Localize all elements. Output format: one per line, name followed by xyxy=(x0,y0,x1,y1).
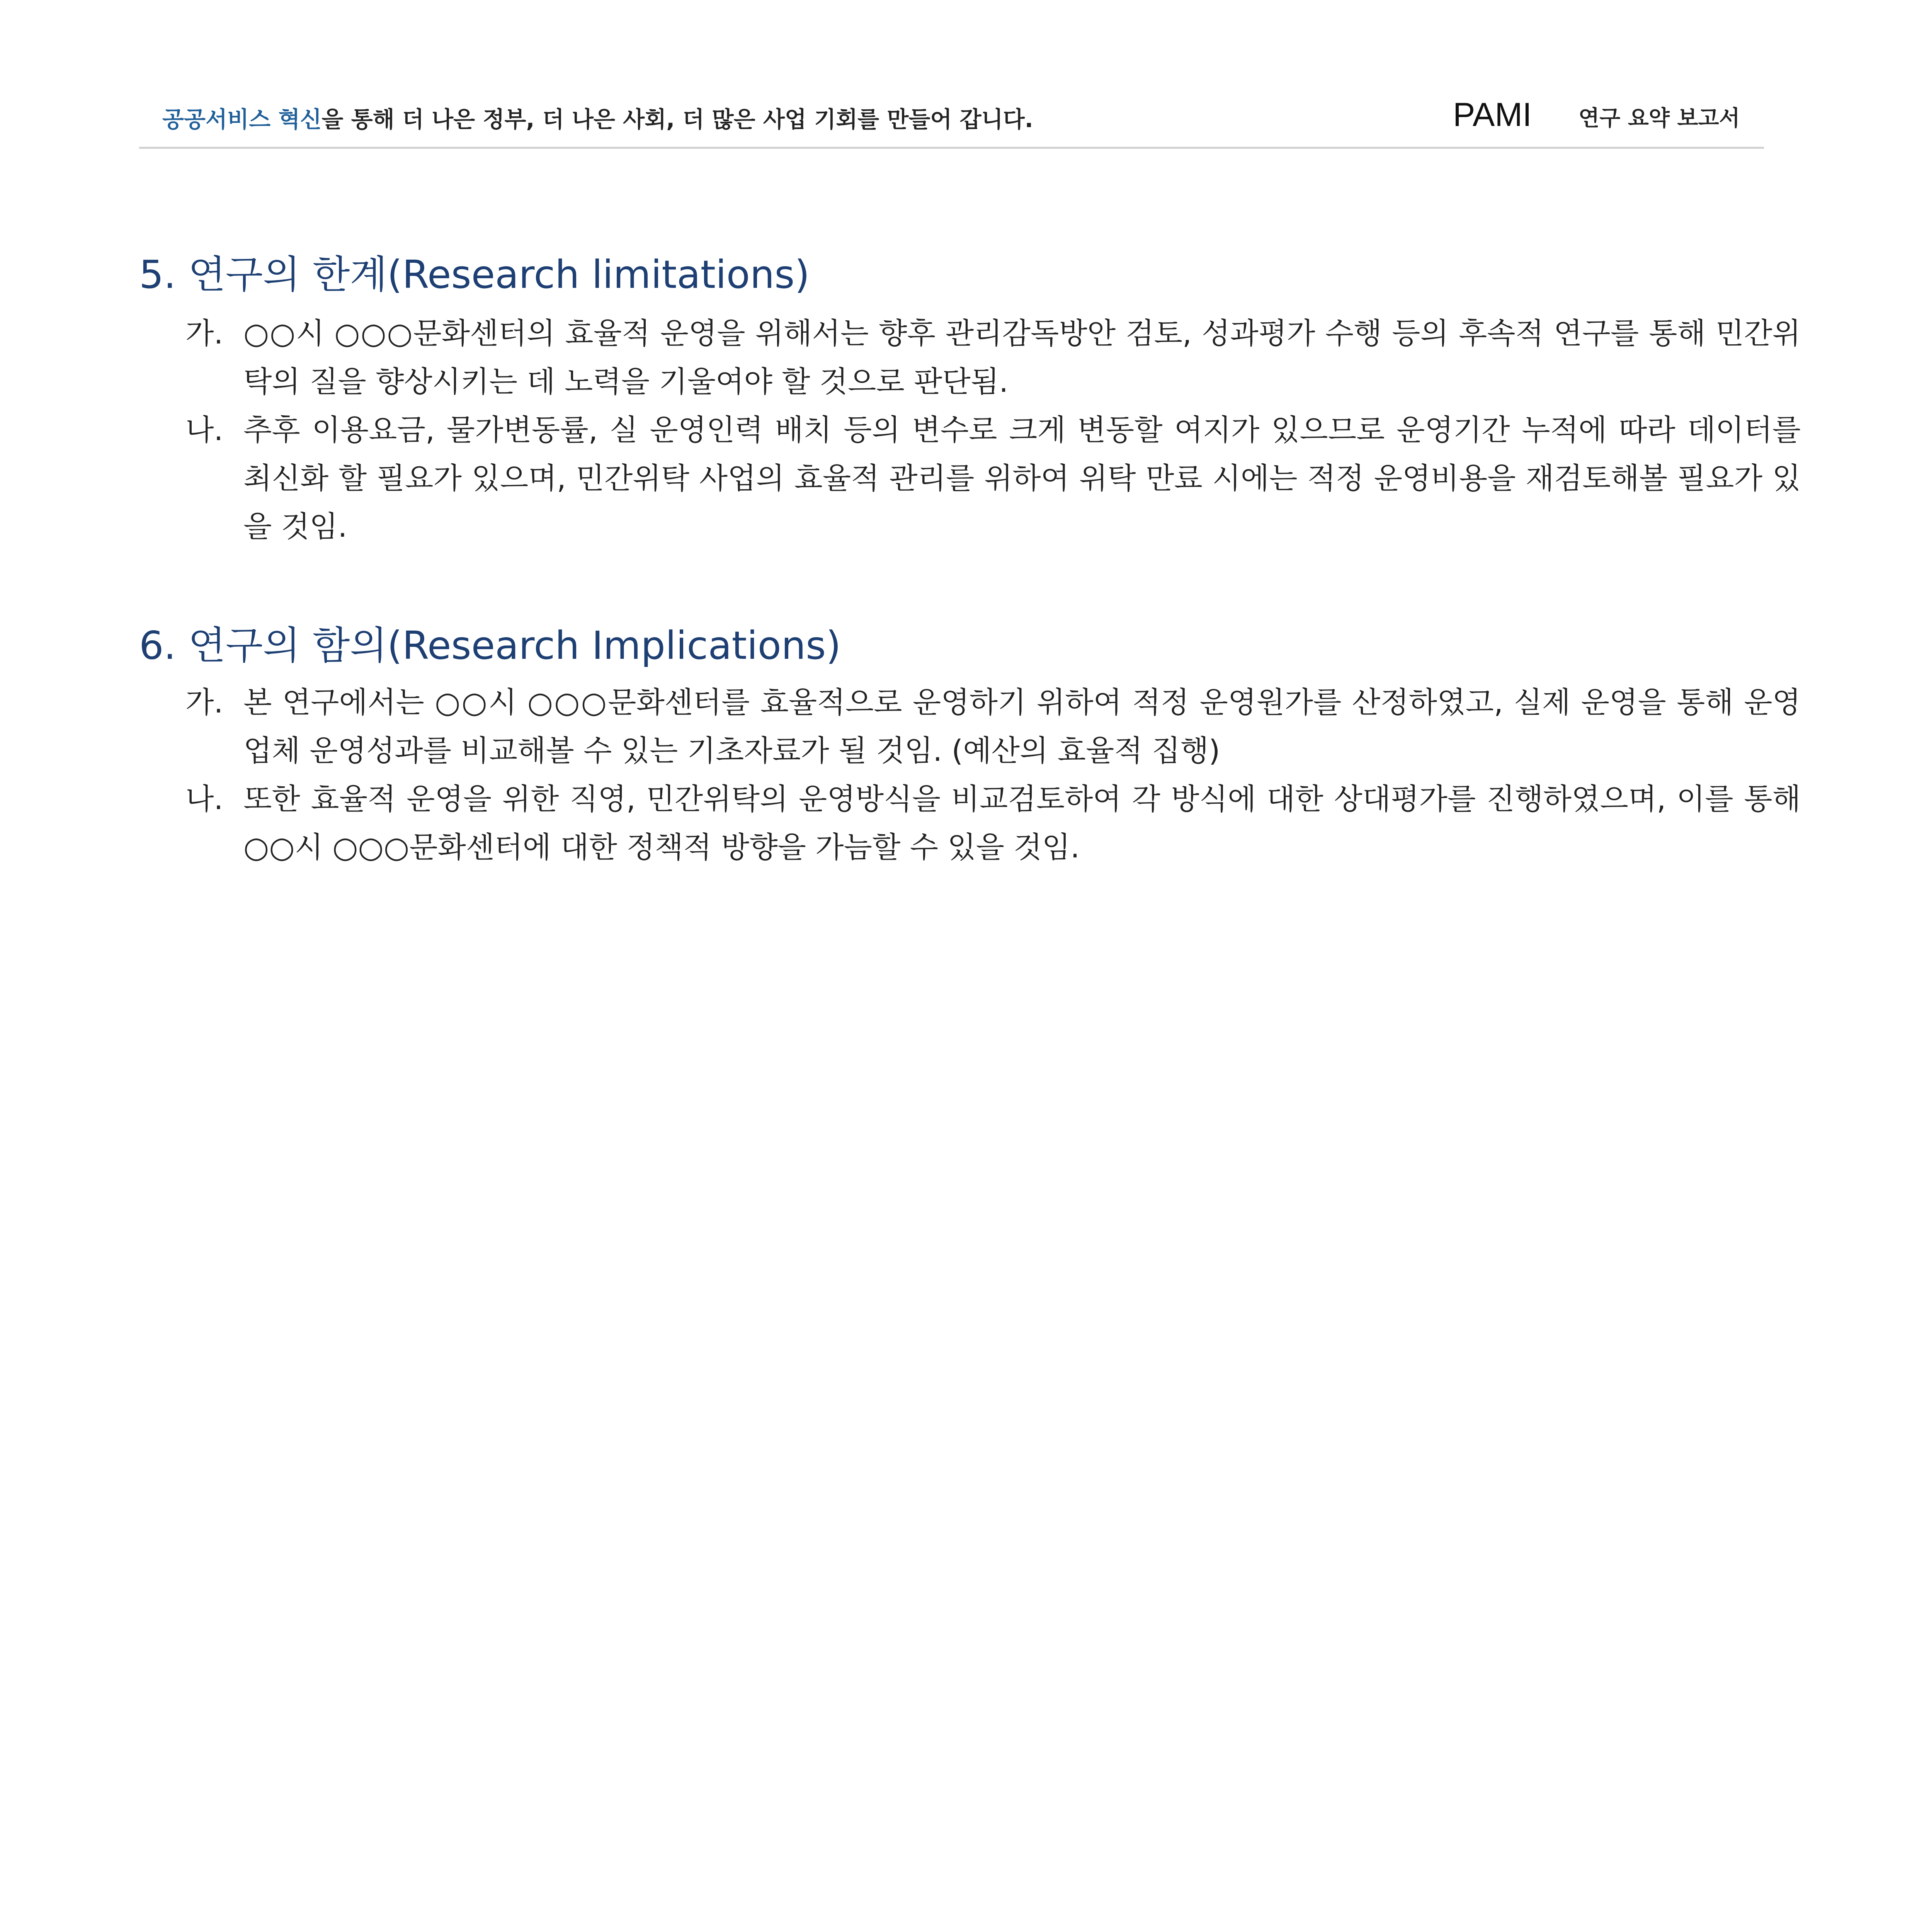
header-tagline xyxy=(162,101,1033,134)
item-marker: 나. xyxy=(185,782,223,816)
header-tagline-accent: 공공서비스 혁신 xyxy=(162,106,322,133)
list-item xyxy=(185,775,1801,871)
item-text: 또한 효율적 운영을 위한 직영, 민간위탁의 운영방식을 비교검토하여 각 방식에 대한 상대평가를 진행하였으며, 이를 통해 ○○시 ○○○문화센터에 대한 정책적 방향을 가늠할 수 있을 것임. xyxy=(243,782,1801,864)
list-item xyxy=(185,406,1801,551)
header-tagline-rest: 을 통해 더 나은 정부, 더 나은 사회, 더 많은 사업 기회를 만들어 갑니다. xyxy=(321,106,1033,133)
document-type: 연구 요약 보고서 xyxy=(1579,106,1740,131)
list-item xyxy=(185,678,1801,775)
item-marker: 나. xyxy=(185,413,223,447)
item-text: ○○시 ○○○문화센터의 효율적 운영을 위해서는 향후 관리감독방안 검토, 성과평가 수행 등의 후속적 연구를 통해 민간위탁의 질을 향상시키는 데 노력을 기울여야 할 것으로 판단됨. xyxy=(243,316,1801,399)
item-marker: 가. xyxy=(185,685,223,719)
section-title-implications: 6. 연구의 함의(Research Implications) xyxy=(139,623,841,668)
header-divider xyxy=(139,147,1764,149)
list-item xyxy=(185,309,1801,406)
section-title-limitations: 5. 연구의 한계(Research limitations) xyxy=(139,252,810,297)
brand-logo-text: PAMI xyxy=(1453,96,1532,133)
item-marker: 가. xyxy=(185,316,223,350)
item-text: 본 연구에서는 ○○시 ○○○문화센터를 효율적으로 운영하기 위하여 적정 운영원가를 산정하였고, 실제 운영을 통해 운영업체 운영성과를 비교해볼 수 있는 기초자료가 될 것임. (예산의 효율적 집행) xyxy=(243,685,1801,768)
item-text: 추후 이용요금, 물가변동률, 실 운영인력 배치 등의 변수로 크게 변동할 여지가 있으므로 운영기간 누적에 따라 데이터를 최신화 할 필요가 있으며, 민간위탁 사업의 효율적 관리를 위하여 위탁 만료 시에는 적정 운영비용을 재검토해볼 필요가 있을 것임. xyxy=(243,413,1801,544)
